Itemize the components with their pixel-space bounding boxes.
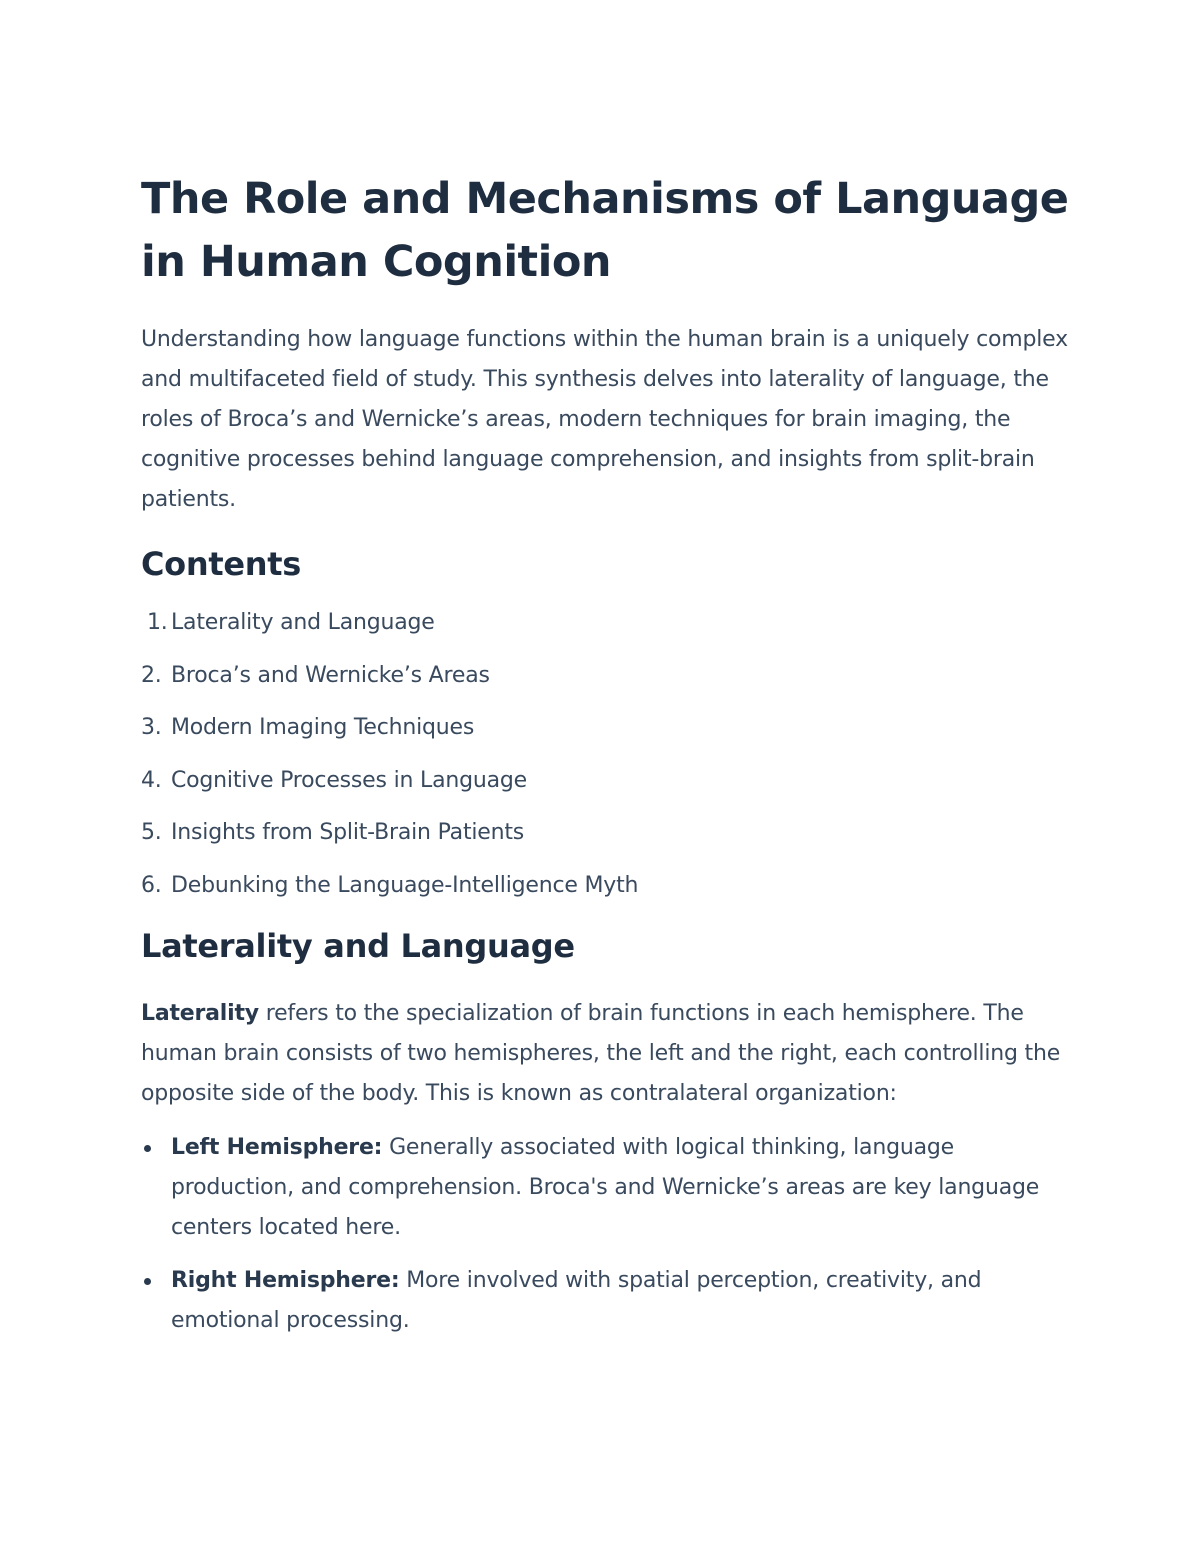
- list-item-right-hemisphere: [141, 1261, 1071, 1341]
- laterality-paragraph: [141, 994, 1071, 1114]
- intro-paragraph: Understanding how language functions within the human brain is a uniquely complex and multifaceted field of study. This synthesis delves into laterality of language, the roles of Broca’s and Wernicke’s areas, modern techniques for brain imaging, the cognitive processes behind language comprehension, and insights from split-brain patients.: [141, 327, 1068, 512]
- document-page: [141, 168, 1071, 1354]
- bullet-icon: [144, 1145, 151, 1152]
- toc-item-broca-wernicke[interactable]: [141, 661, 1071, 691]
- contents-heading: Contents: [141, 545, 301, 583]
- toc-number: 2.: [141, 662, 162, 688]
- toc-label: Broca’s and Wernicke’s Areas: [171, 662, 490, 688]
- laterality-term: Laterality: [141, 1000, 259, 1026]
- toc-number: 5.: [141, 820, 162, 846]
- toc-label: Laterality and Language: [171, 610, 435, 635]
- bullet-icon: [144, 1278, 151, 1285]
- toc-number: 4.: [141, 767, 162, 793]
- toc-item-myth[interactable]: [141, 871, 1071, 901]
- bullet-text: Generally associated with logical thinking, language production, and comprehension. Broca's and Wernicke’s areas are key language centers located here.: [171, 1134, 1040, 1240]
- toc-item-laterality[interactable]: [141, 608, 1071, 638]
- toc-item-imaging[interactable]: [141, 713, 1071, 743]
- section-heading-laterality: Laterality and Language: [141, 926, 575, 965]
- toc-number: 1.: [147, 610, 168, 635]
- table-of-contents: [141, 608, 1071, 901]
- hemisphere-list: [141, 1128, 1071, 1341]
- toc-label: Insights from Split-Brain Patients: [171, 820, 525, 846]
- bullet-term: Left Hemisphere:: [171, 1134, 383, 1160]
- toc-label: Modern Imaging Techniques: [171, 715, 475, 741]
- toc-label: Debunking the Language-Intelligence Myth: [171, 872, 639, 898]
- page-title: The Role and Mechanisms of Language in Human Cognition: [141, 174, 1069, 287]
- list-item-left-hemisphere: [141, 1128, 1071, 1248]
- toc-number: 6.: [141, 872, 162, 898]
- toc-item-cognitive[interactable]: [141, 766, 1071, 796]
- bullet-text: More involved with spatial perception, creativity, and emotional processing.: [171, 1267, 982, 1333]
- toc-label: Cognitive Processes in Language: [171, 767, 527, 793]
- toc-number: 3.: [141, 715, 162, 741]
- toc-item-split-brain[interactable]: [141, 818, 1071, 848]
- bullet-term: Right Hemisphere:: [171, 1267, 400, 1293]
- laterality-body: refers to the specialization of brain functions in each hemisphere. The human brain consists of two hemispheres, the left and the right, each controlling the opposite side of the body. This is known as contralateral organization:: [141, 1000, 1061, 1106]
